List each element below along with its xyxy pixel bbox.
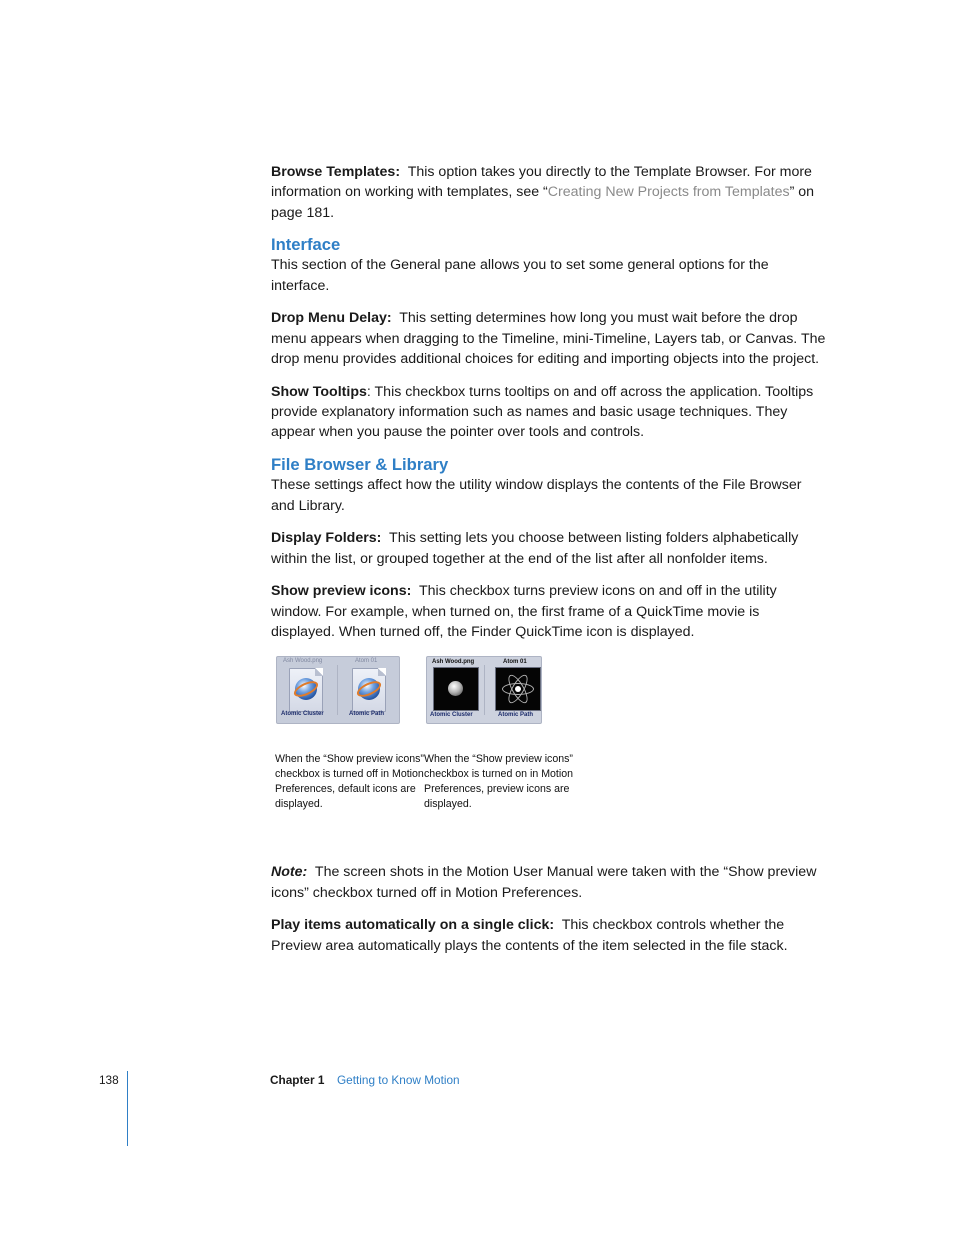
- divider: [337, 665, 338, 715]
- screenshot-preview-icons: [426, 656, 542, 724]
- play-items-paragraph: [271, 915, 827, 956]
- display-folders-text: This setting lets you choose between listing folders alphabetically within the list, or grouped together at the end of the list after all nonfolder items.: [271, 530, 799, 567]
- show-tooltips-paragraph: [271, 382, 827, 443]
- chapter-label: Chapter 1: [270, 1073, 325, 1087]
- item-label-atomic-path: Atomic Path: [349, 711, 385, 718]
- show-preview-icons-paragraph: [271, 581, 827, 642]
- file-browser-intro: These settings affect how the utility window displays the contents of the File Browser and Library.: [271, 477, 802, 514]
- caption-icons-on: When the “Show preview icons” checkbox is turned on in Motion Preferences, preview icons are displayed.: [424, 753, 573, 811]
- item-label-atomic-path: Atomic Path: [498, 712, 534, 719]
- figure-icons-on: [424, 656, 576, 811]
- browse-templates-term: Browse Templates:: [271, 164, 401, 180]
- page-content: [271, 162, 827, 969]
- display-folders-paragraph: [271, 528, 827, 569]
- file-browser-heading: File Browser & Library: [271, 455, 449, 475]
- preview-thumbnail-cluster: [433, 667, 479, 711]
- show-preview-icons-term: Show preview icons:: [271, 583, 412, 600]
- top-label-atom: Atom 01: [503, 659, 527, 666]
- drop-menu-delay-term: Drop Menu Delay:: [271, 310, 392, 327]
- show-tooltips-text: : This checkbox turns tooltips on and off across the application. Tooltips provide explanatory information such as names and basic usage techniques. They appear when you pause the pointer over tools and controls.: [271, 383, 814, 441]
- top-label-atom: Atom 01: [355, 658, 378, 665]
- browse-templates-text: This option takes you directly to the Template Browser. For more information on working with templates, see “: [271, 164, 812, 201]
- figure-icons-off: [275, 656, 426, 811]
- chapter-title: Getting to Know Motion: [337, 1073, 460, 1087]
- preview-icons-figures: [271, 656, 827, 856]
- footer-rule: [127, 1071, 128, 1146]
- show-preview-icons-text: This checkbox turns preview icons on and off in the utility window. For example, when turned on, the first frame of a QuickTime movie is displayed. When turned off, the Finder QuickTime icon is displayed.: [271, 583, 777, 641]
- drop-menu-delay-text: This setting determines how long you must wait before the drop menu appears when dragging to the Timeline, mini-Timeline, Layers tab, or Canvas. The drop menu provides additional choices for editing and importing objects into the project.: [271, 310, 826, 368]
- play-items-text: This checkbox controls whether the Preview area automatically plays the contents of the item selected in the file stack.: [271, 917, 788, 954]
- browse-templates-text-after: ” on page 181.: [271, 184, 815, 221]
- top-label-ash-wood: Ash Wood.png: [432, 659, 475, 666]
- interface-heading: Interface: [271, 235, 341, 255]
- play-items-term: Play items automatically on a single click:: [271, 917, 555, 934]
- divider: [484, 665, 485, 715]
- note-paragraph: [271, 862, 827, 903]
- drop-menu-delay-paragraph: [271, 308, 827, 369]
- display-folders-term: Display Folders:: [271, 530, 382, 547]
- browse-templates-paragraph: [271, 162, 827, 223]
- item-label-atomic-cluster: Atomic Cluster: [430, 712, 473, 719]
- show-tooltips-term: Show Tooltips: [271, 383, 367, 400]
- note-text: The screen shots in the Motion User Manual were taken with the “Show preview icons” checkbox turned off in Motion Preferences.: [271, 864, 817, 901]
- top-label-ash-wood: Ash Wood.png: [283, 658, 323, 665]
- interface-intro: This section of the General pane allows you to set some general options for the interface.: [271, 257, 769, 294]
- motion-document-icon: [289, 668, 323, 712]
- preview-thumbnail-path: [495, 667, 541, 711]
- screenshot-default-icons: [276, 656, 400, 724]
- caption-icons-off: When the “Show preview icons” checkbox is turned off in Motion Preferences, default icons are displayed.: [275, 753, 424, 811]
- page-number: 138: [99, 1073, 119, 1087]
- motion-document-icon: [352, 668, 386, 712]
- item-label-atomic-cluster: Atomic Cluster: [281, 711, 324, 718]
- creating-projects-link[interactable]: Creating New Projects from Templates: [547, 184, 790, 201]
- note-term: Note:: [271, 864, 308, 881]
